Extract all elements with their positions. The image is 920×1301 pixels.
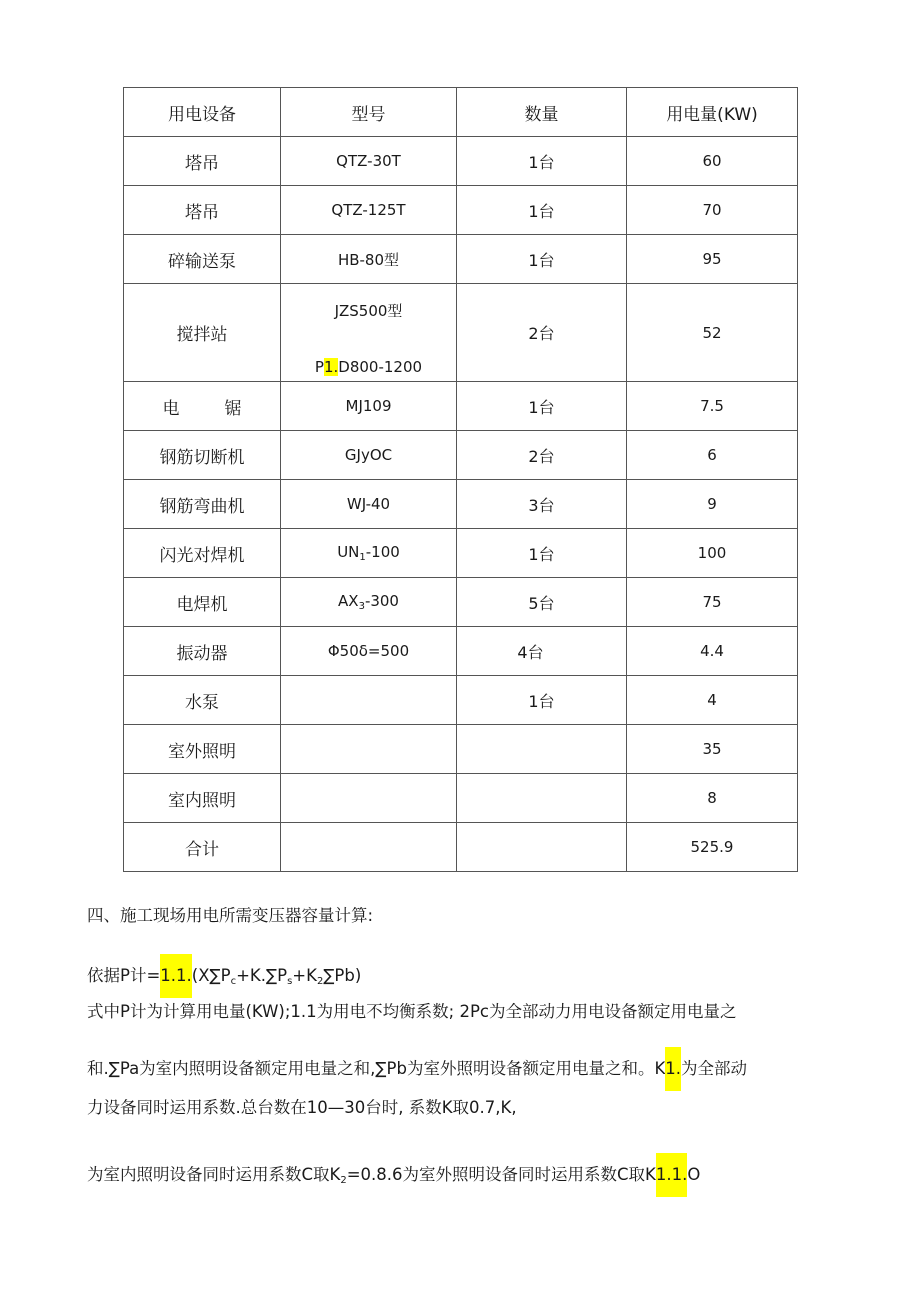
- formula-text: +K: [292, 966, 317, 985]
- cell-model: [281, 725, 457, 774]
- table-row: [124, 137, 798, 186]
- table-row: [124, 284, 798, 382]
- formula-text: +K.∑P: [236, 966, 288, 985]
- cell-quantity: 1台: [457, 529, 627, 578]
- formula-text: (X∑P: [191, 966, 231, 985]
- section-heading: 四、施工现场用电所需变压器容量计算:: [87, 906, 374, 925]
- cell-equipment: 室外照明: [124, 725, 281, 774]
- cell-power: 70: [627, 186, 798, 235]
- model-line-1: JZS500型: [334, 301, 403, 320]
- cell-quantity: 1台: [457, 137, 627, 186]
- cell-quantity: 2台: [457, 431, 627, 480]
- paragraph-line: [87, 1047, 847, 1091]
- equipment-power-table: [123, 87, 798, 872]
- model-text: UN: [337, 543, 360, 561]
- cell-power: 35: [627, 725, 798, 774]
- formula-text: 依据P计=: [87, 966, 161, 985]
- mixer-model-lines: [281, 290, 456, 376]
- header-quantity: 数量: [457, 88, 627, 137]
- cell-quantity: 3台: [457, 480, 627, 529]
- cell-model: WJ-40: [281, 480, 457, 529]
- table-row: [124, 431, 798, 480]
- formula-subscript: 2: [316, 976, 324, 987]
- formula-line: [87, 954, 847, 998]
- cell-power: 75: [627, 578, 798, 627]
- cell-quantity: 1台: [457, 382, 627, 431]
- paragraph-line: [87, 1153, 847, 1197]
- cell-quantity: [457, 823, 627, 872]
- cell-power: 52: [627, 284, 798, 382]
- cell-power: 8: [627, 774, 798, 823]
- cell-power: 100: [627, 529, 798, 578]
- highlighted-text: 1.: [323, 357, 339, 376]
- model-text: -100: [365, 543, 400, 561]
- cell-power: 7.5: [627, 382, 798, 431]
- cell-equipment: 振动器: [124, 627, 281, 676]
- cell-equipment: 钢筋弯曲机: [124, 480, 281, 529]
- table-row: [124, 529, 798, 578]
- cell-model: [281, 774, 457, 823]
- paragraph-text: =0.8.6为室外照明设备同时运用系数C取K: [346, 1165, 656, 1184]
- table-row: [124, 676, 798, 725]
- table-row: [124, 627, 798, 676]
- table-row: [124, 578, 798, 627]
- equipment-name-part: 锯: [224, 398, 242, 419]
- highlighted-text: 1.1.: [656, 1153, 688, 1197]
- cell-equipment: 闪光对焊机: [124, 529, 281, 578]
- cell-power: 4: [627, 676, 798, 725]
- model-line-2-suffix: D800-1200: [338, 357, 423, 376]
- table-row: [124, 725, 798, 774]
- cell-model: MJ109: [281, 382, 457, 431]
- table-row: [124, 382, 798, 431]
- model-line-2: [281, 358, 456, 376]
- model-text: -300: [364, 592, 399, 610]
- cell-model: QTZ-125T: [281, 186, 457, 235]
- cell-equipment: [124, 382, 281, 431]
- table-row: [124, 186, 798, 235]
- paragraph-subscript: 2: [340, 1175, 347, 1186]
- formula-text: ∑Pb): [323, 966, 362, 985]
- cell-model: [281, 676, 457, 725]
- cell-equipment: 合计: [124, 823, 281, 872]
- model-line-2-prefix: P: [314, 357, 324, 376]
- paragraph-text: 为全部动: [681, 1059, 748, 1078]
- header-power: 用电量(KW): [627, 88, 798, 137]
- cell-equipment: 碎输送泵: [124, 235, 281, 284]
- cell-model: GJyOC: [281, 431, 457, 480]
- cell-power: 9: [627, 480, 798, 529]
- paragraph-line: 力设备同时运用系数.总台数在10—30台时, 系数K取0.7,K,: [87, 1098, 517, 1117]
- table-row: [124, 480, 798, 529]
- highlighted-text: 1.1.: [160, 954, 192, 998]
- table-header-row: [124, 88, 798, 137]
- paragraph-text: 为室内照明设备同时运用系数C取K: [87, 1165, 341, 1184]
- cell-quantity: 1台: [457, 235, 627, 284]
- cell-model: [281, 823, 457, 872]
- cell-model: [281, 529, 457, 578]
- formula-subscript: c: [230, 976, 237, 987]
- model-text: AX: [338, 592, 359, 610]
- cell-power: 60: [627, 137, 798, 186]
- paragraph-text: 和.∑Pa为室内照明设备额定用电量之和,∑Pb为室外照明设备额定用电量之和。K: [87, 1059, 666, 1078]
- cell-power: 525.9: [627, 823, 798, 872]
- cell-equipment: 室内照明: [124, 774, 281, 823]
- highlighted-text: 1.: [665, 1047, 681, 1091]
- header-equipment: 用电设备: [124, 88, 281, 137]
- cell-model: QTZ-30T: [281, 137, 457, 186]
- cell-quantity: 5台: [457, 578, 627, 627]
- paragraph-text: O: [687, 1165, 701, 1184]
- cell-quantity: [457, 774, 627, 823]
- cell-equipment: 搅拌站: [124, 284, 281, 382]
- cell-quantity: 2台: [457, 284, 627, 382]
- header-model: 型号: [281, 88, 457, 137]
- cell-quantity: 1台: [457, 676, 627, 725]
- cell-model: [281, 578, 457, 627]
- equipment-name-part: 电: [162, 398, 180, 419]
- cell-quantity: 4台: [457, 627, 627, 676]
- cell-power: 6: [627, 431, 798, 480]
- table-row: [124, 235, 798, 284]
- model-subscript: 1: [359, 552, 366, 563]
- cell-equipment: 钢筋切断机: [124, 431, 281, 480]
- cell-power: 4.4: [627, 627, 798, 676]
- table-row: [124, 774, 798, 823]
- cell-model: [281, 284, 457, 382]
- cell-power: 95: [627, 235, 798, 284]
- cell-equipment: 水泵: [124, 676, 281, 725]
- model-subscript: 3: [358, 601, 365, 612]
- cell-quantity: 1台: [457, 186, 627, 235]
- cell-equipment: 塔吊: [124, 186, 281, 235]
- formula-subscript: s: [287, 976, 293, 987]
- cell-model: HB-80型: [281, 235, 457, 284]
- cell-equipment: 塔吊: [124, 137, 281, 186]
- paragraph-line: 式中P计为计算用电量(KW);1.1为用电不均衡系数; 2Pc为全部动力用电设备额定用电量之: [87, 1002, 737, 1021]
- cell-model: Φ50δ=500: [281, 627, 457, 676]
- cell-equipment: 电焊机: [124, 578, 281, 627]
- table-total-row: [124, 823, 798, 872]
- cell-quantity: [457, 725, 627, 774]
